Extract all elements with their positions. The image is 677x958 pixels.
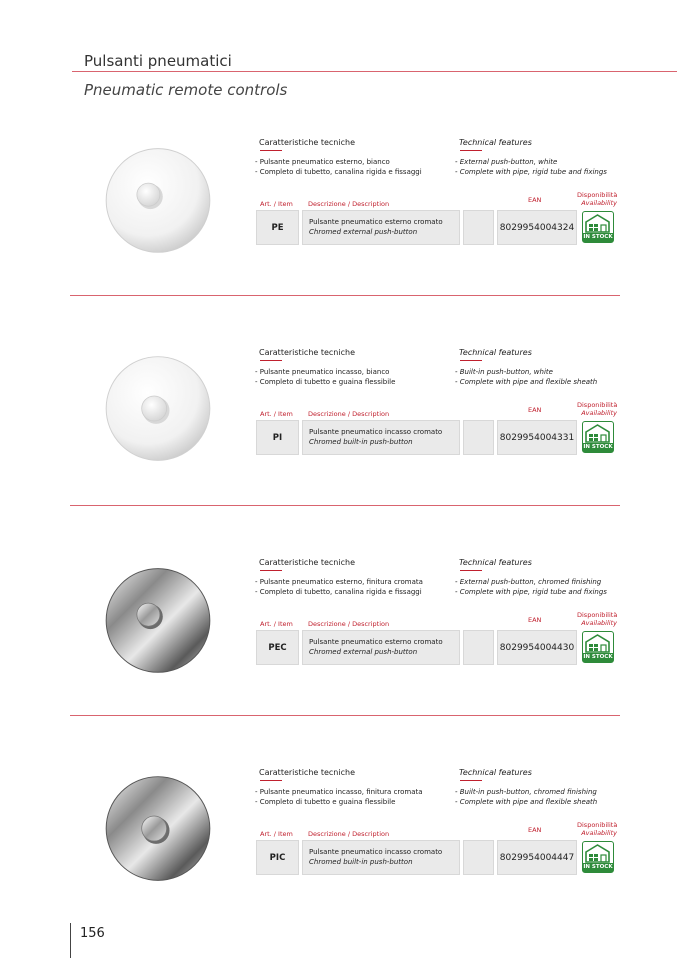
column-header-ean: EAN bbox=[528, 616, 542, 624]
empty-cell bbox=[463, 630, 494, 665]
feature-line: - Pulsante pneumatico incasso, bianco bbox=[255, 368, 390, 376]
empty-cell bbox=[463, 420, 494, 455]
feature-line: - Pulsante pneumatico incasso, finitura cromata bbox=[255, 788, 423, 796]
section-divider bbox=[70, 295, 620, 296]
empty-cell bbox=[463, 210, 494, 245]
features-heading-en: Technical features bbox=[459, 348, 532, 357]
item-code: PEC bbox=[256, 630, 299, 665]
section-divider bbox=[70, 715, 620, 716]
in-stock-badge bbox=[582, 631, 614, 663]
features-heading-it: Caratteristiche tecniche bbox=[259, 768, 355, 777]
availability-label-it: Disponibilità bbox=[577, 821, 618, 829]
ean-code: 8029954004324 bbox=[497, 210, 577, 245]
in-stock-label: IN STOCK bbox=[583, 234, 613, 240]
column-header-ean: EAN bbox=[528, 406, 542, 414]
feature-line: - Complete with pipe, rigid tube and fixings bbox=[455, 168, 607, 176]
heading-underline bbox=[260, 360, 282, 361]
warehouse-icon bbox=[583, 423, 612, 443]
warehouse-icon bbox=[583, 213, 612, 233]
item-code: PI bbox=[256, 420, 299, 455]
item-code: PIC bbox=[256, 840, 299, 875]
heading-underline bbox=[460, 570, 482, 571]
title-rule bbox=[72, 71, 677, 72]
heading-underline bbox=[260, 150, 282, 151]
feature-line: - Pulsante pneumatico esterno, bianco bbox=[255, 158, 390, 166]
product-block-pi bbox=[0, 337, 677, 497]
features-list-it bbox=[255, 157, 422, 177]
column-header-item: Art. / Item bbox=[260, 410, 293, 418]
heading-underline bbox=[460, 150, 482, 151]
in-stock-label: IN STOCK bbox=[583, 654, 613, 660]
product-block-pec bbox=[0, 547, 677, 707]
page-title-en: Pneumatic remote controls bbox=[84, 81, 288, 99]
description-it: Pulsante pneumatico incasso cromato bbox=[309, 848, 443, 856]
column-header-description: Descrizione / Description bbox=[308, 830, 390, 838]
empty-cell bbox=[463, 840, 494, 875]
heading-underline bbox=[260, 570, 282, 571]
feature-line: - Complete with pipe, rigid tube and fixings bbox=[455, 588, 607, 596]
ean-code: 8029954004430 bbox=[497, 630, 577, 665]
column-header-description: Descrizione / Description bbox=[308, 200, 390, 208]
description-it: Pulsante pneumatico esterno cromato bbox=[309, 638, 443, 646]
description-it: Pulsante pneumatico esterno cromato bbox=[309, 218, 443, 226]
column-header-availability bbox=[577, 611, 617, 627]
section-divider bbox=[70, 505, 620, 506]
feature-line: - External push-button, white bbox=[455, 158, 558, 166]
availability-label-en: Availability bbox=[581, 619, 617, 627]
features-list-en bbox=[455, 787, 597, 807]
column-header-item: Art. / Item bbox=[260, 830, 293, 838]
item-description bbox=[302, 840, 460, 875]
page-title-it: Pulsanti pneumatici bbox=[84, 52, 232, 70]
feature-line: - Completo di tubetto e guaina flessibile bbox=[255, 378, 396, 386]
feature-line: - Completo di tubetto, canalina rigida e fissaggi bbox=[255, 588, 422, 596]
description-en: Chromed external push-button bbox=[309, 648, 418, 656]
feature-line: - Built-in push-button, chromed finishing bbox=[455, 788, 597, 796]
features-heading-it: Caratteristiche tecniche bbox=[259, 348, 355, 357]
column-header-ean: EAN bbox=[528, 826, 542, 834]
availability-label-en: Availability bbox=[581, 409, 617, 417]
features-list-en bbox=[455, 367, 597, 387]
product-image bbox=[98, 139, 218, 259]
features-list-it bbox=[255, 577, 423, 597]
features-list-it bbox=[255, 787, 423, 807]
page-number-bar bbox=[70, 923, 71, 958]
product-image bbox=[98, 349, 218, 469]
description-en: Chromed built-in push-button bbox=[309, 858, 413, 866]
in-stock-badge bbox=[582, 421, 614, 453]
features-heading-it: Caratteristiche tecniche bbox=[259, 138, 355, 147]
features-heading-it: Caratteristiche tecniche bbox=[259, 558, 355, 567]
features-heading-en: Technical features bbox=[459, 138, 532, 147]
features-list-en bbox=[455, 157, 607, 177]
item-description bbox=[302, 210, 460, 245]
item-description bbox=[302, 420, 460, 455]
column-header-description: Descrizione / Description bbox=[308, 620, 390, 628]
availability-label-it: Disponibilità bbox=[577, 401, 618, 409]
features-heading-en: Technical features bbox=[459, 768, 532, 777]
column-header-item: Art. / Item bbox=[260, 200, 293, 208]
feature-line: - Complete with pipe and flexible sheath bbox=[455, 378, 598, 386]
product-block-pic bbox=[0, 757, 677, 917]
heading-underline bbox=[260, 780, 282, 781]
column-header-description: Descrizione / Description bbox=[308, 410, 390, 418]
feature-line: - Built-in push-button, white bbox=[455, 368, 553, 376]
ean-code: 8029954004331 bbox=[497, 420, 577, 455]
features-heading-en: Technical features bbox=[459, 558, 532, 567]
feature-line: - Complete with pipe and flexible sheath bbox=[455, 798, 598, 806]
features-list-en bbox=[455, 577, 607, 597]
product-block-pe bbox=[0, 127, 677, 287]
in-stock-badge bbox=[582, 841, 614, 873]
column-header-availability bbox=[577, 401, 617, 417]
availability-label-en: Availability bbox=[581, 199, 617, 207]
availability-label-en: Availability bbox=[581, 829, 617, 837]
in-stock-label: IN STOCK bbox=[583, 444, 613, 450]
warehouse-icon bbox=[583, 843, 612, 863]
column-header-ean: EAN bbox=[528, 196, 542, 204]
description-en: Chromed built-in push-button bbox=[309, 438, 413, 446]
heading-underline bbox=[460, 780, 482, 781]
column-header-availability bbox=[577, 821, 617, 837]
feature-line: - Completo di tubetto e guaina flessibile bbox=[255, 798, 396, 806]
product-image bbox=[98, 769, 218, 889]
item-code: PE bbox=[256, 210, 299, 245]
feature-line: - Pulsante pneumatico esterno, finitura cromata bbox=[255, 578, 423, 586]
page-number: 156 bbox=[80, 926, 105, 941]
in-stock-label: IN STOCK bbox=[583, 864, 613, 870]
feature-line: - Completo di tubetto, canalina rigida e fissaggi bbox=[255, 168, 422, 176]
availability-label-it: Disponibilità bbox=[577, 611, 618, 619]
description-en: Chromed external push-button bbox=[309, 228, 418, 236]
in-stock-badge bbox=[582, 211, 614, 243]
column-header-item: Art. / Item bbox=[260, 620, 293, 628]
feature-line: - External push-button, chromed finishing bbox=[455, 578, 602, 586]
features-list-it bbox=[255, 367, 395, 387]
description-it: Pulsante pneumatico incasso cromato bbox=[309, 428, 443, 436]
column-header-availability bbox=[577, 191, 617, 207]
product-image bbox=[98, 559, 218, 679]
heading-underline bbox=[460, 360, 482, 361]
item-description bbox=[302, 630, 460, 665]
ean-code: 8029954004447 bbox=[497, 840, 577, 875]
availability-label-it: Disponibilità bbox=[577, 191, 618, 199]
warehouse-icon bbox=[583, 633, 612, 653]
